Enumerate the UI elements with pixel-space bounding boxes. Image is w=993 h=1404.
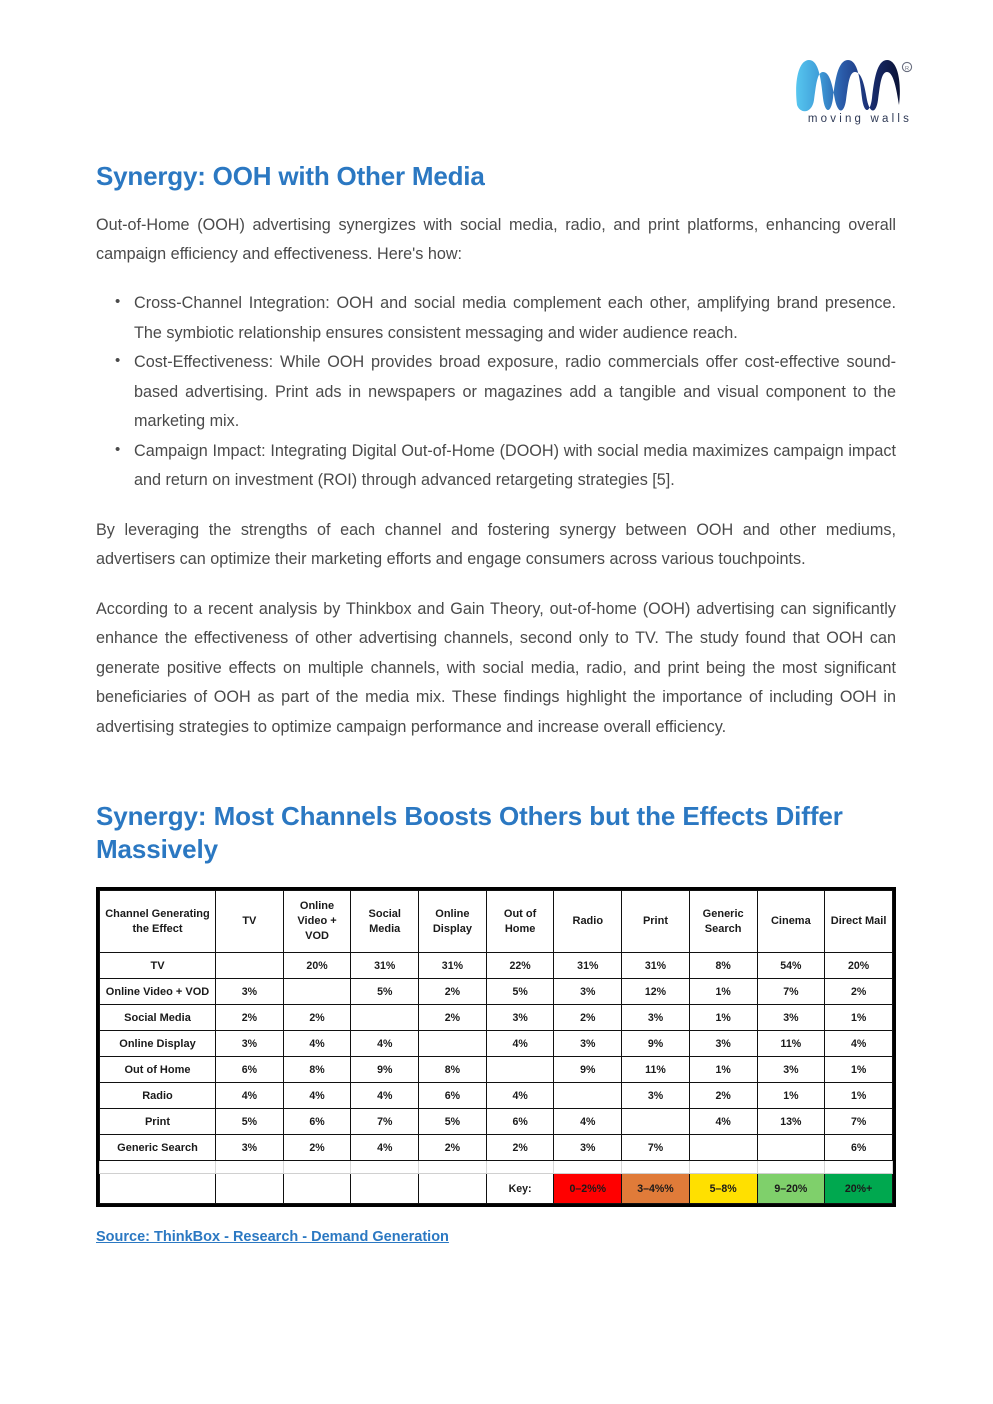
cell-online-display-online-video-vod: 4% bbox=[283, 1031, 351, 1057]
moving-walls-logo bbox=[785, 50, 935, 135]
svg-text:R: R bbox=[905, 66, 909, 72]
cell-print-tv: 5% bbox=[216, 1109, 284, 1135]
spacer-cell bbox=[100, 1161, 216, 1174]
cell-social-media-online-display: 2% bbox=[419, 1005, 487, 1031]
row-header-online-video-vod: Online Video + VOD bbox=[100, 979, 216, 1005]
cell-tv-generic-search: 8% bbox=[689, 953, 757, 979]
cell-social-media-direct-mail: 1% bbox=[825, 1005, 893, 1031]
heatmap bbox=[99, 890, 893, 1204]
legend-swatch-5-8: 5–8% bbox=[689, 1174, 757, 1204]
table-row bbox=[100, 953, 893, 979]
cell-out-of-home-out-of-home bbox=[486, 1057, 554, 1083]
cell-online-display-online-display bbox=[419, 1031, 487, 1057]
cell-online-video-vod-out-of-home: 5% bbox=[486, 979, 554, 1005]
cell-online-display-direct-mail: 4% bbox=[825, 1031, 893, 1057]
column-header-out-of-home: Out of Home bbox=[486, 891, 554, 953]
cell-radio-print: 3% bbox=[622, 1083, 690, 1109]
cell-out-of-home-generic-search: 1% bbox=[689, 1057, 757, 1083]
intro-paragraph: Out-of-Home (OOH) advertising synergizes with social media, radio, and print platforms, enhancing overall campaign efficiency and effectiveness. Here's how: bbox=[96, 215, 896, 263]
list-item: • Cross-Channel Integration: OOH and social media complement each other, amplifying brand presence. The symbiotic relationship ensures consistent messaging and wider audience reach. bbox=[130, 289, 896, 348]
column-header-online-display: Online Display bbox=[419, 891, 487, 953]
list-item: • Cost-Effectiveness: While OOH provides broad exposure, radio commercials offer cost-effective sound-based advertising. Print ads in newspapers or magazines add a tangible and visual component to the marketing mix. bbox=[130, 348, 896, 436]
cell-print-online-video-vod: 6% bbox=[283, 1109, 351, 1135]
column-header-radio: Radio bbox=[554, 891, 622, 953]
spacer-cell bbox=[689, 1161, 757, 1174]
row-header-print: Print bbox=[100, 1109, 216, 1135]
cell-radio-online-video-vod: 4% bbox=[283, 1083, 351, 1109]
cell-tv-online-video-vod: 20% bbox=[283, 953, 351, 979]
table-spacer-row bbox=[100, 1161, 893, 1174]
cell-out-of-home-social-media: 9% bbox=[351, 1057, 419, 1083]
cell-online-display-tv: 3% bbox=[216, 1031, 284, 1057]
cell-radio-generic-search: 2% bbox=[689, 1083, 757, 1109]
cell-online-display-social-media: 4% bbox=[351, 1031, 419, 1057]
source-link[interactable]: Source: ThinkBox - Research - Demand Generation bbox=[96, 1229, 449, 1246]
cell-print-social-media: 7% bbox=[351, 1109, 419, 1135]
cell-print-cinema: 13% bbox=[757, 1109, 825, 1135]
column-header-cinema: Cinema bbox=[757, 891, 825, 953]
row-header-social-media: Social Media bbox=[100, 1005, 216, 1031]
cell-online-display-cinema: 11% bbox=[757, 1031, 825, 1057]
legend-swatch-20-plus: 20%+ bbox=[825, 1174, 893, 1204]
table-row bbox=[100, 1135, 893, 1161]
cell-generic-search-online-video-vod: 2% bbox=[283, 1135, 351, 1161]
table-row bbox=[100, 1109, 893, 1135]
column-header-print: Print bbox=[622, 891, 690, 953]
cell-print-radio: 4% bbox=[554, 1109, 622, 1135]
cell-generic-search-cinema bbox=[757, 1135, 825, 1161]
spacer-cell bbox=[486, 1161, 554, 1174]
cell-generic-search-radio: 3% bbox=[554, 1135, 622, 1161]
legend-empty-cell bbox=[419, 1174, 487, 1204]
table-row bbox=[100, 1005, 893, 1031]
heatmap-footer bbox=[100, 1161, 893, 1204]
column-header-social-media: Social Media bbox=[351, 891, 419, 953]
cell-social-media-generic-search: 1% bbox=[689, 1005, 757, 1031]
cell-online-video-vod-radio: 3% bbox=[554, 979, 622, 1005]
cell-online-video-vod-direct-mail: 2% bbox=[825, 979, 893, 1005]
table-row bbox=[100, 979, 893, 1005]
cell-generic-search-out-of-home: 2% bbox=[486, 1135, 554, 1161]
legend-swatch-9-20: 9–20% bbox=[757, 1174, 825, 1204]
spacer-cell bbox=[283, 1161, 351, 1174]
cell-radio-radio bbox=[554, 1083, 622, 1109]
page-title-synergy-channels: Synergy: Most Channels Boosts Others but the Effects Differ Massively bbox=[96, 801, 843, 864]
cell-radio-social-media: 4% bbox=[351, 1083, 419, 1109]
cell-tv-social-media: 31% bbox=[351, 953, 419, 979]
legend-empty-cell bbox=[100, 1174, 216, 1204]
cell-radio-online-display: 6% bbox=[419, 1083, 487, 1109]
cell-radio-direct-mail: 1% bbox=[825, 1083, 893, 1109]
cell-online-display-radio: 3% bbox=[554, 1031, 622, 1057]
analysis-paragraph: According to a recent analysis by Thinkbox and Gain Theory, out-of-home (OOH) advertising can significantly enhance the effectiveness of other advertising channels, second only to TV. The study found that OOH can generate positive effects on multiple channels, with social media, radio, and print being the most significant beneficiaries of OOH as part of the media mix. These findings highlight the importance of including OOH in advertising strategies to optimize campaign performance and increase overall efficiency. bbox=[96, 599, 896, 736]
spacer-cell bbox=[419, 1161, 487, 1174]
column-header-generic-search: Generic Search bbox=[689, 891, 757, 953]
cell-print-online-display: 5% bbox=[419, 1109, 487, 1135]
cell-online-video-vod-social-media: 5% bbox=[351, 979, 419, 1005]
legend-empty-cell bbox=[216, 1174, 284, 1204]
cell-online-video-vod-print: 12% bbox=[622, 979, 690, 1005]
cell-tv-direct-mail: 20% bbox=[825, 953, 893, 979]
cell-generic-search-tv: 3% bbox=[216, 1135, 284, 1161]
cell-online-display-out-of-home: 4% bbox=[486, 1031, 554, 1057]
row-header-radio: Radio bbox=[100, 1083, 216, 1109]
cell-online-video-vod-online-display: 2% bbox=[419, 979, 487, 1005]
cell-social-media-online-video-vod: 2% bbox=[283, 1005, 351, 1031]
cell-out-of-home-online-video-vod: 8% bbox=[283, 1057, 351, 1083]
cell-online-display-generic-search: 3% bbox=[689, 1031, 757, 1057]
heatmap-header bbox=[100, 891, 893, 953]
cell-print-out-of-home: 6% bbox=[486, 1109, 554, 1135]
cell-social-media-print: 3% bbox=[622, 1005, 690, 1031]
cell-radio-cinema: 1% bbox=[757, 1083, 825, 1109]
cell-out-of-home-cinema: 3% bbox=[757, 1057, 825, 1083]
cell-online-video-vod-tv: 3% bbox=[216, 979, 284, 1005]
cell-social-media-cinema: 3% bbox=[757, 1005, 825, 1031]
spacer-cell bbox=[554, 1161, 622, 1174]
legend-empty-cell bbox=[351, 1174, 419, 1204]
cell-print-print bbox=[622, 1109, 690, 1135]
cell-generic-search-online-display: 2% bbox=[419, 1135, 487, 1161]
cell-social-media-out-of-home: 3% bbox=[486, 1005, 554, 1031]
cell-online-display-print: 9% bbox=[622, 1031, 690, 1057]
cell-print-generic-search: 4% bbox=[689, 1109, 757, 1135]
cell-social-media-radio: 2% bbox=[554, 1005, 622, 1031]
list-item: • Campaign Impact: Integrating Digital Out-of-Home (DOOH) with social media maximizes campaign impact and return on investment (ROI) through advanced retargeting strategies [5]. bbox=[130, 437, 896, 496]
spacer-cell bbox=[825, 1161, 893, 1174]
row-header-out-of-home: Out of Home bbox=[100, 1057, 216, 1083]
cell-generic-search-generic-search bbox=[689, 1135, 757, 1161]
row-header-generic-search: Generic Search bbox=[100, 1135, 216, 1161]
cell-tv-out-of-home: 22% bbox=[486, 953, 554, 979]
logo-wordmark: moving walls bbox=[807, 113, 913, 125]
cell-out-of-home-online-display: 8% bbox=[419, 1057, 487, 1083]
table-row bbox=[100, 1031, 893, 1057]
cell-online-video-vod-online-video-vod bbox=[283, 979, 351, 1005]
cell-generic-search-print: 7% bbox=[622, 1135, 690, 1161]
table-row bbox=[100, 1057, 893, 1083]
spacer-cell bbox=[622, 1161, 690, 1174]
benefits-list bbox=[96, 289, 896, 495]
cell-tv-online-display: 31% bbox=[419, 953, 487, 979]
row-header-online-display: Online Display bbox=[100, 1031, 216, 1057]
cell-online-video-vod-generic-search: 1% bbox=[689, 979, 757, 1005]
heatmap-body bbox=[100, 953, 893, 1161]
cell-out-of-home-print: 11% bbox=[622, 1057, 690, 1083]
row-header-tv: TV bbox=[100, 953, 216, 979]
cell-generic-search-direct-mail: 6% bbox=[825, 1135, 893, 1161]
table-header-row bbox=[100, 891, 893, 953]
column-header-corner: Channel Generating the Effect bbox=[100, 891, 216, 953]
mw-monogram-icon bbox=[785, 50, 935, 112]
cell-tv-print: 31% bbox=[622, 953, 690, 979]
legend-row bbox=[100, 1174, 893, 1204]
cell-out-of-home-radio: 9% bbox=[554, 1057, 622, 1083]
legend-empty-cell bbox=[283, 1174, 351, 1204]
legend-swatch-0-2: 0–2%% bbox=[554, 1174, 622, 1204]
cell-tv-tv bbox=[216, 953, 284, 979]
document-content bbox=[96, 160, 896, 1246]
legend-label: Key: bbox=[486, 1174, 554, 1204]
cell-generic-search-social-media: 4% bbox=[351, 1135, 419, 1161]
cell-online-video-vod-cinema: 7% bbox=[757, 979, 825, 1005]
cell-print-direct-mail: 7% bbox=[825, 1109, 893, 1135]
synergy-heatmap-table bbox=[96, 887, 896, 1207]
cell-tv-cinema: 54% bbox=[757, 953, 825, 979]
table-row bbox=[100, 1083, 893, 1109]
cell-out-of-home-tv: 6% bbox=[216, 1057, 284, 1083]
cell-social-media-tv: 2% bbox=[216, 1005, 284, 1031]
cell-tv-radio: 31% bbox=[554, 953, 622, 979]
cell-radio-out-of-home: 4% bbox=[486, 1083, 554, 1109]
column-header-direct-mail: Direct Mail bbox=[825, 891, 893, 953]
cell-social-media-social-media bbox=[351, 1005, 419, 1031]
column-header-online-video-vod: Online Video + VOD bbox=[283, 891, 351, 953]
page-title-synergy-ooh: Synergy: OOH with Other Media bbox=[96, 161, 485, 191]
legend-swatch-3-4: 3–4%% bbox=[622, 1174, 690, 1204]
spacer-cell bbox=[216, 1161, 284, 1174]
spacer-cell bbox=[351, 1161, 419, 1174]
closing-paragraph: By leveraging the strengths of each channel and fostering synergy between OOH and other mediums, advertisers can optimize their marketing efforts and engage consumers across various touchpoints. bbox=[96, 520, 896, 569]
cell-out-of-home-direct-mail: 1% bbox=[825, 1057, 893, 1083]
spacer-cell bbox=[757, 1161, 825, 1174]
column-header-tv: TV bbox=[216, 891, 284, 953]
cell-radio-tv: 4% bbox=[216, 1083, 284, 1109]
